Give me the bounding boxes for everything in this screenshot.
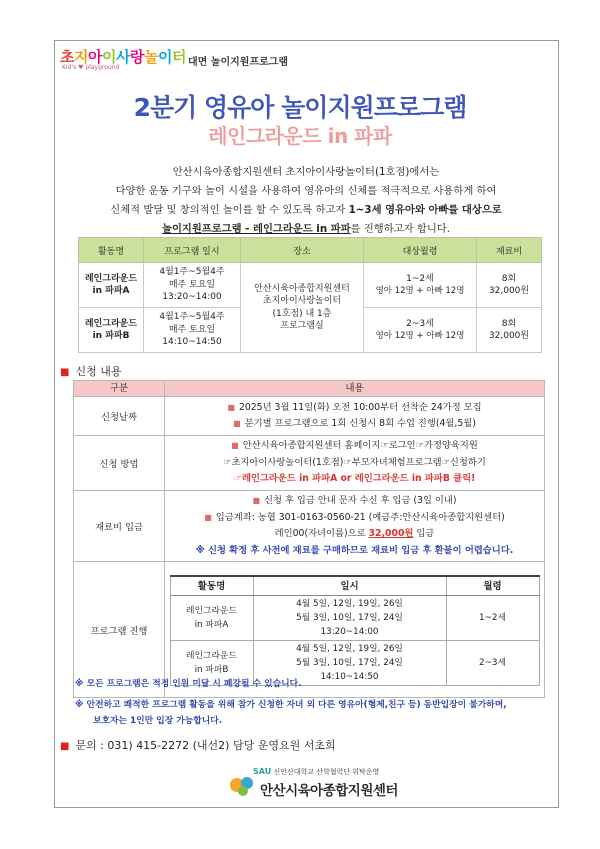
square-bullet-icon: ■ — [231, 441, 239, 451]
apply-date: ■ 2025년 3월 11일(화) 오전 10:00부터 선착순 24가정 모집 ■ 분기별 프로그램으로 1회 신청시 8회 수업 진행(4월,5월) — [165, 397, 545, 436]
activity-name: 레인그라운드 in 파파A — [170, 596, 253, 641]
intro-line: 안산시육아종합지원센터 초지아이사랑놀이터(1호점)에서는 — [172, 166, 440, 178]
target-age: 2~3세 영아 12명 + 아빠 12명 — [364, 308, 477, 353]
square-bullet-icon: ■ — [233, 419, 241, 428]
target-age: 1~2세 — [446, 596, 539, 641]
table-row — [74, 397, 545, 436]
section-title: ■ 신청 내용 — [60, 365, 122, 378]
col-header: 프로그램 일시 — [144, 238, 241, 263]
center-logo-icon — [228, 771, 256, 799]
square-bullet-icon: ■ — [204, 512, 212, 522]
table-row — [74, 436, 545, 491]
col-header: 활동명 — [170, 576, 253, 596]
table-header-row — [79, 238, 542, 263]
intro-line: 신체적 발달 및 창의적인 놀이를 할 수 있도록 하고자 1~3세 영유아와 아빠를 대상으로 — [110, 204, 502, 216]
inquiry-line: ■ 문의 : 031) 415-2272 (내선2) 담당 운영요원 서초희 — [60, 739, 336, 752]
operator-text: SAU 신안산대학교 산학협력단 위탁운영 — [253, 767, 380, 776]
table-row — [79, 263, 542, 308]
row-label: 신청 방법 — [74, 436, 165, 491]
header-label: 대면 놀이지원프로그램 — [188, 57, 289, 68]
material-fee: 8회 32,000원 — [477, 263, 542, 308]
apply-method: ■ 안산시육아종합지원센터 홈페이지☞로그인☞가정양육지원 ☞초지아이사랑놀이터(1호점)☞부모자녀체험프로그램☞신청하기 ☞레인그라운드 in 파파A or 레인그라운드 in 파파B 클릭! — [165, 436, 545, 491]
schedule-dates: 4월 5일, 12일, 19일, 26일 5월 3일, 10일, 17일, 24일 13:20~14:00 — [253, 596, 446, 641]
square-bullet-icon: ■ — [252, 496, 261, 505]
table-header-row — [74, 381, 545, 397]
program-place: 안산시육아종합지원센터 초지아이사랑놀이터 (1호점) 내 1층 프로그램실 — [241, 263, 364, 353]
schedule-table — [170, 575, 540, 686]
program-datetime: 4월1주~5월4주 매주 토요일 13:20~14:00 — [144, 263, 241, 308]
center-name: 안산시육아종합지원센터 — [260, 783, 398, 799]
col-header: 일시 — [253, 576, 446, 596]
logo-subtext: Kid's ♥ playground — [62, 64, 120, 71]
square-bullet-icon: ■ — [227, 402, 235, 412]
program-table — [78, 237, 542, 353]
row-label: 프로그램 진행 — [74, 562, 165, 698]
intro-text — [78, 163, 534, 239]
activity-name: 레인그라운드 in 파파A — [79, 263, 144, 308]
schedule-dates: 4월 5일, 12일, 19일, 26일 5월 3일, 10일, 17일, 24일 14:10~14:50 — [253, 641, 446, 686]
intro-line: 다양한 운동 기구와 놀이 시설을 사용하여 영유아의 신체를 적극적으로 사용하게 하여 — [115, 185, 497, 197]
table-row — [170, 596, 539, 641]
program-datetime: 4월1주~5월4주 매주 토요일 14:10~14:50 — [144, 308, 241, 353]
target-age: 1~2세 영아 12명 + 아빠 12명 — [364, 263, 477, 308]
table-row — [74, 491, 545, 562]
material-fee: 8회 32,000원 — [477, 308, 542, 353]
col-header: 내용 — [165, 381, 545, 397]
col-header: 구분 — [74, 381, 165, 397]
activity-name: 레인그라운드 in 파파B — [79, 308, 144, 353]
activity-name: 레인그라운드 in 파파B — [170, 641, 253, 686]
col-header: 월령 — [446, 576, 539, 596]
bullet-icon: ■ — [60, 367, 70, 378]
fee-payment: ■ 신청 후 입금 안내 문자 수신 후 입금 (3일 이내) ■ 입금계좌: 농협 301-0163-0560-21 (예금주:안산시육아종합지원센터) 레인00(자녀이름)으로 32,000원 입금 ※ 신청 확정 후 사전에 재료를 구매하므로 재료비 입금 후 환불이 어렵습니다. — [165, 491, 545, 562]
application-table — [73, 380, 545, 698]
note-admission: ※ 안전하고 쾌적한 프로그램 활동을 위해 참가 신청한 자녀 외 다른 영유아(형제,친구 등) 동반입장이 불가하며, — [75, 700, 507, 710]
note-guardian: 보호자는 1인만 입장 가능합니다. — [93, 716, 223, 726]
col-header: 재료비 — [477, 238, 542, 263]
note-closure: ※ 모든 프로그램은 적정 인원 미달 시 폐강될 수 있습니다. — [75, 679, 302, 689]
logo-text: 초지아이사랑놀이터 — [60, 48, 186, 66]
bullet-icon: ■ — [60, 741, 70, 752]
col-header: 대상월령 — [364, 238, 477, 263]
intro-line: 놀이지원프로그램 - 레인그라운드 in 파파를 진행하고자 합니다. — [162, 223, 450, 235]
row-label: 재료비 입금 — [74, 491, 165, 562]
page-subtitle: 레인그라운드 in 파파 — [208, 124, 392, 148]
col-header: 장소 — [241, 238, 364, 263]
row-label: 신청날짜 — [74, 397, 165, 436]
target-age: 2~3세 — [446, 641, 539, 686]
footer-org-logo — [228, 765, 428, 801]
page-title: 2분기 영유아 놀이지원프로그램 — [133, 93, 467, 122]
col-header: 활동명 — [79, 238, 144, 263]
